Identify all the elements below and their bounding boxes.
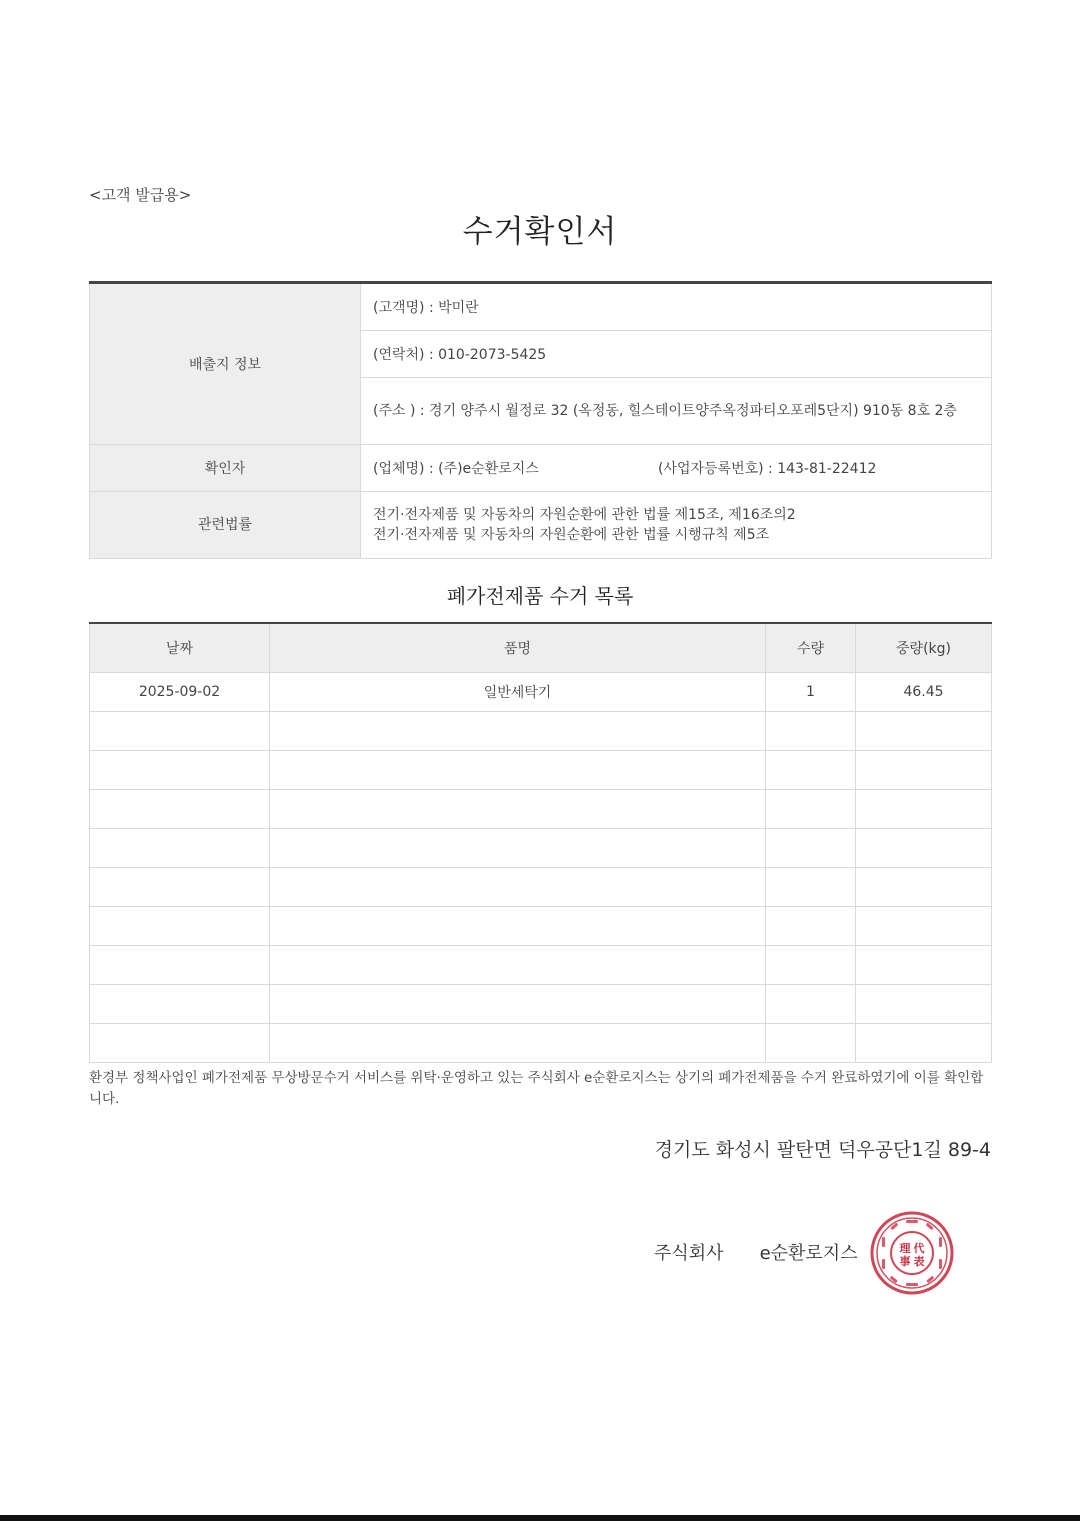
customer-address: (주소 ) : 경기 양주시 월정로 32 (옥정동, 힐스테이트양주옥정파티오포레5단지) 910동 8호 2층 (361, 378, 992, 445)
row-quantity: 1 (766, 673, 856, 712)
row-item (270, 1024, 766, 1063)
collection-list-table (89, 622, 992, 1063)
row-item (270, 985, 766, 1024)
row-item (270, 751, 766, 790)
law-line-1: 전기·전자제품 및 자동차의 자원순환에 관한 법률 제15조, 제16조의2 (373, 507, 796, 523)
customer-name: (고객명) : 박미란 (361, 283, 992, 331)
row-weight: 46.45 (856, 673, 992, 712)
table-row (90, 985, 992, 1024)
company-signature-name: e순환로지스 (759, 1243, 858, 1264)
document-title: 수거확인서 (462, 214, 618, 250)
row-date (90, 751, 270, 790)
business-number: (사업자등록번호) : 143-81-22412 (658, 461, 877, 477)
company-prefix: 주식회사 (654, 1243, 724, 1264)
row-date (90, 790, 270, 829)
row-weight (856, 1024, 992, 1063)
seal-char-1: 理 (899, 1242, 911, 1255)
collection-list-title: 폐가전제품 수거 목록 (446, 584, 634, 608)
bottom-edge-bar (0, 1515, 1080, 1521)
table-row (90, 907, 992, 946)
confirmer-label: 확인자 (90, 445, 361, 492)
table-row (90, 790, 992, 829)
row-quantity (766, 907, 856, 946)
table-row (90, 751, 992, 790)
row-weight (856, 985, 992, 1024)
table-row (90, 829, 992, 868)
header-item: 품명 (270, 623, 766, 673)
table-row (90, 712, 992, 751)
row-item (270, 790, 766, 829)
row-quantity (766, 868, 856, 907)
related-law-cell (361, 492, 992, 559)
company-signature (654, 1239, 858, 1265)
row-quantity (766, 985, 856, 1024)
row-item (270, 829, 766, 868)
header-date: 날짜 (90, 623, 270, 673)
row-weight (856, 907, 992, 946)
issue-label: <고객 발급용> (89, 186, 192, 204)
row-weight (856, 946, 992, 985)
row-weight (856, 712, 992, 751)
table-row (90, 1024, 992, 1063)
row-weight (856, 868, 992, 907)
row-quantity (766, 790, 856, 829)
law-line-2: 전기·전자제품 및 자동차의 자원순환에 관한 법률 시행규칙 제5조 (373, 527, 770, 543)
table-row (90, 673, 992, 712)
row-date: 2025-09-02 (90, 673, 270, 712)
confirmer-cell (361, 445, 992, 492)
customer-contact: (연락처) : 010-2073-5425 (361, 331, 992, 378)
row-quantity (766, 751, 856, 790)
seal-char-2: 代 (913, 1242, 925, 1255)
seal-char-3: 事 (899, 1255, 911, 1268)
discharge-info-label: 배출지 정보 (90, 283, 361, 445)
row-date (90, 907, 270, 946)
row-quantity (766, 946, 856, 985)
row-date (90, 985, 270, 1024)
seal-char-4: 表 (913, 1255, 925, 1268)
related-law-label: 관련법률 (90, 492, 361, 559)
row-quantity (766, 1024, 856, 1063)
row-date (90, 712, 270, 751)
row-weight (856, 751, 992, 790)
row-weight (856, 790, 992, 829)
row-date (90, 868, 270, 907)
row-item (270, 946, 766, 985)
row-item (270, 712, 766, 751)
company-address: 경기도 화성시 팔탄면 덕우공단1길 89-4 (654, 1139, 991, 1161)
row-date (90, 1024, 270, 1063)
row-date (90, 946, 270, 985)
company-seal-icon (870, 1211, 954, 1295)
header-quantity: 수량 (766, 623, 856, 673)
row-item (270, 868, 766, 907)
table-row (90, 946, 992, 985)
company-name: (업체명) : (주)e순환로지스 (373, 461, 539, 477)
row-item (270, 907, 766, 946)
row-date (90, 829, 270, 868)
row-quantity (766, 829, 856, 868)
row-quantity (766, 712, 856, 751)
info-table (89, 281, 992, 559)
table-row (90, 868, 992, 907)
row-item: 일반세탁기 (270, 673, 766, 712)
row-weight (856, 829, 992, 868)
confirmation-statement: 환경부 정책사업인 폐가전제품 무상방문수거 서비스를 위탁·운영하고 있는 주식회사 e순환로지스는 상기의 폐가전제품을 수거 완료하였기에 이를 확인합니다. (89, 1070, 984, 1107)
header-weight: 중량(kg) (856, 623, 992, 673)
